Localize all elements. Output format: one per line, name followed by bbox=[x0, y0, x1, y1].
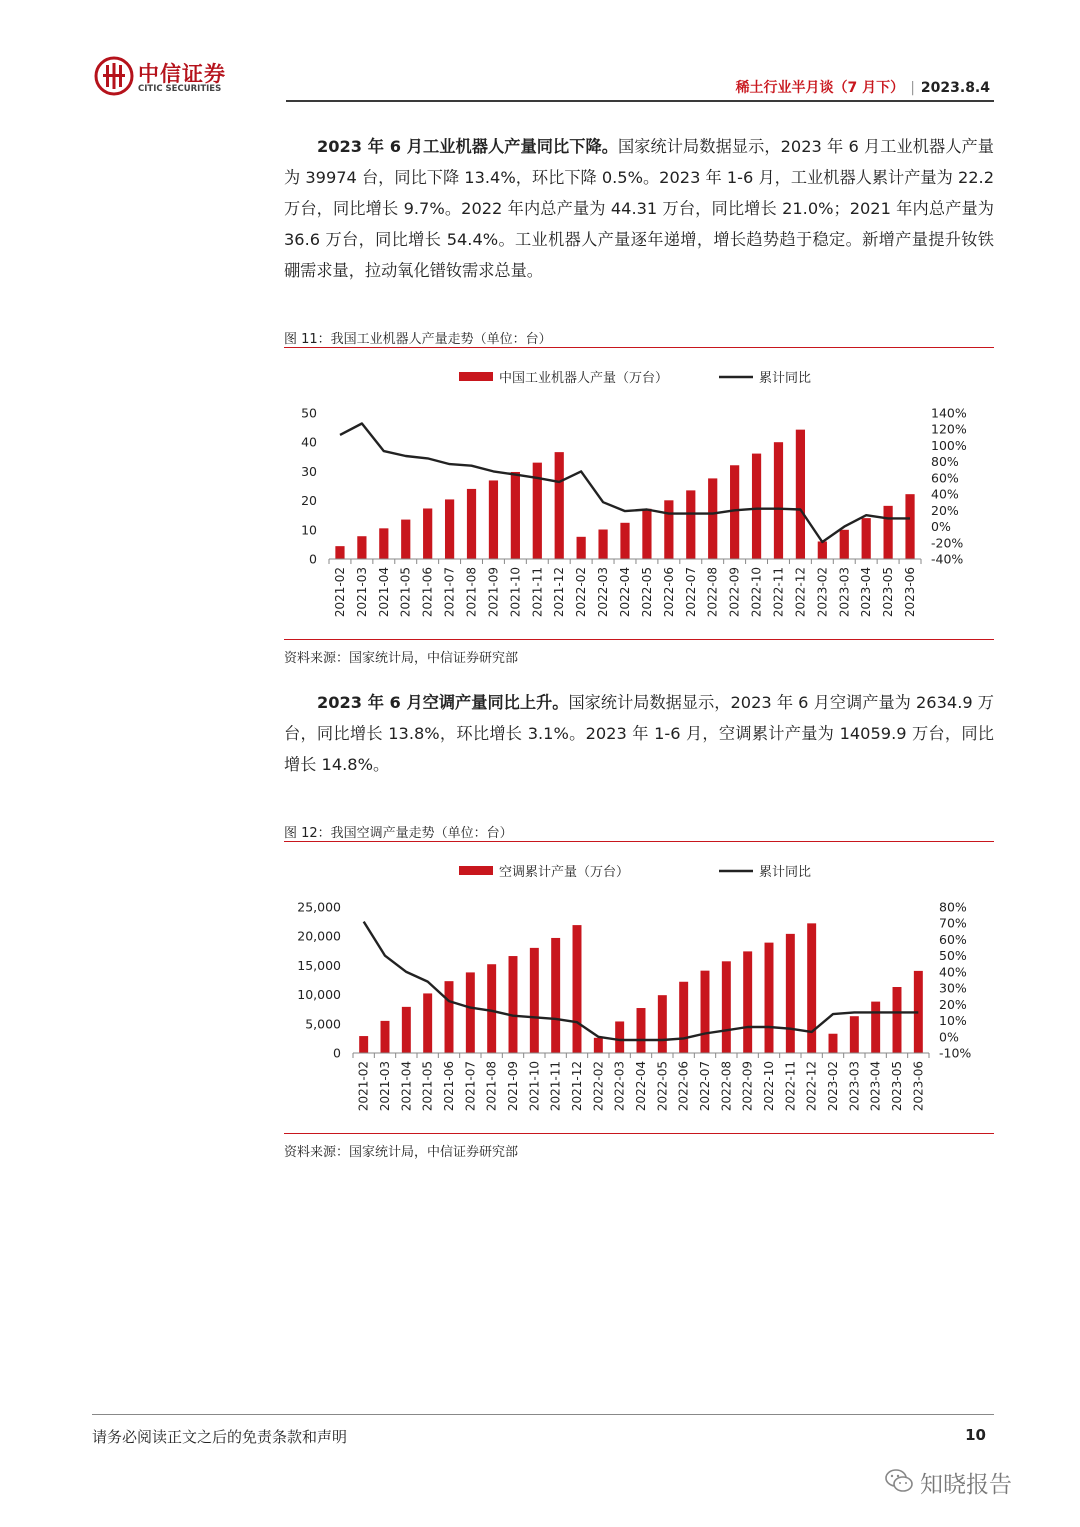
bar-2022-11 bbox=[774, 442, 783, 559]
x-tick-label: 2021-08 bbox=[464, 567, 479, 618]
paragraph-body: 国家统计局数据显示，2023 年 6 月空调产量为 2634.9 万台，同比增长 13.8%，环比增长 3.1%。2023 年 1-6 月，空调累计产量为 14059.9 万台，同比增长 14.8%。 bbox=[284, 693, 994, 774]
y-right-tick-label: 20% bbox=[931, 502, 959, 518]
wechat-icon bbox=[884, 1467, 914, 1495]
y-left-tick-label: 25,000 bbox=[297, 899, 341, 915]
bar-2023-05 bbox=[884, 506, 893, 559]
bar-2021-12 bbox=[573, 925, 582, 1053]
x-tick-label: 2021-04 bbox=[376, 567, 391, 618]
y-right-tick-label: 40% bbox=[931, 486, 959, 502]
bar-2021-12 bbox=[555, 452, 564, 559]
page-number: 10 bbox=[965, 1426, 986, 1444]
bar-2021-04 bbox=[379, 528, 388, 559]
x-tick-label: 2022-03 bbox=[596, 567, 611, 618]
legend-line-label: 累计同比 bbox=[759, 371, 812, 386]
bar-2022-10 bbox=[765, 943, 774, 1053]
figure-title: 图 11：我国工业机器人产量走势（单位：台） bbox=[284, 332, 552, 347]
figure-source: 资料来源：国家统计局，中信证券研究部 bbox=[284, 1145, 519, 1160]
report-date: 2023.8.4 bbox=[920, 80, 990, 96]
x-tick-label: 2023-03 bbox=[847, 1061, 862, 1112]
x-tick-label: 2021-05 bbox=[420, 1061, 435, 1112]
legend-line-label: 累计同比 bbox=[759, 865, 812, 880]
bar-2022-07 bbox=[701, 971, 710, 1053]
bar-2021-06 bbox=[445, 981, 454, 1053]
x-tick-label: 2022-07 bbox=[698, 1061, 712, 1112]
bar-2022-05 bbox=[642, 509, 651, 559]
x-tick-label: 2022-05 bbox=[639, 567, 654, 618]
y-right-tick-label: 70% bbox=[939, 915, 967, 931]
x-tick-label: 2021-12 bbox=[570, 1061, 584, 1112]
watermark-text: 知晓报告 bbox=[920, 1472, 1012, 1498]
x-tick-label: 2022-11 bbox=[783, 1061, 798, 1112]
brand-name-cn: 中信证券 bbox=[138, 62, 226, 86]
bar-2021-05 bbox=[423, 993, 432, 1053]
y-right-tick-label: 10% bbox=[939, 1013, 967, 1029]
bar-2021-09 bbox=[489, 480, 498, 559]
x-tick-label: 2022-08 bbox=[705, 567, 720, 618]
paragraph-aircon bbox=[284, 687, 994, 780]
bar-2021-07 bbox=[445, 499, 454, 559]
header-rule bbox=[286, 100, 994, 102]
figure-bottom-rule bbox=[284, 639, 994, 640]
x-tick-label: 2021-04 bbox=[399, 1061, 414, 1112]
bar-2023-06 bbox=[905, 494, 914, 559]
y-right-tick-label: 20% bbox=[939, 996, 967, 1012]
x-tick-label: 2022-04 bbox=[618, 567, 632, 618]
x-tick-label: 2022-05 bbox=[655, 1061, 670, 1112]
bar-2021-03 bbox=[381, 1021, 390, 1053]
x-tick-label: 2021-07 bbox=[442, 567, 457, 618]
x-tick-label: 2023-06 bbox=[903, 567, 918, 618]
y-left-tick-label: 0 bbox=[309, 551, 317, 567]
y-right-tick-label: -40% bbox=[931, 551, 964, 567]
legend-bar-label: 中国工业机器人产量（万台） bbox=[499, 371, 669, 386]
bar-2022-03 bbox=[598, 530, 607, 559]
x-tick-label: 2021-11 bbox=[530, 567, 545, 618]
x-tick-label: 2021-06 bbox=[420, 567, 435, 618]
x-tick-label: 2022-06 bbox=[676, 1061, 691, 1112]
x-tick-label: 2022-09 bbox=[727, 567, 742, 618]
bar-2021-05 bbox=[401, 520, 410, 559]
bar-2021-11 bbox=[551, 938, 560, 1053]
x-tick-label: 2023-03 bbox=[837, 567, 852, 618]
bar-2022-09 bbox=[743, 951, 752, 1053]
x-tick-label: 2021-05 bbox=[398, 567, 413, 618]
bar-2022-02 bbox=[594, 1038, 603, 1053]
bar-2022-08 bbox=[708, 478, 717, 559]
bar-2022-10 bbox=[752, 454, 761, 559]
bar-2021-02 bbox=[359, 1036, 368, 1053]
y-right-tick-label: 30% bbox=[939, 980, 967, 996]
y-right-tick-label: 140% bbox=[931, 405, 967, 421]
x-tick-label: 2021-06 bbox=[442, 1061, 456, 1112]
x-tick-label: 2023-06 bbox=[911, 1061, 926, 1112]
x-tick-label: 2022-04 bbox=[634, 1061, 648, 1112]
bar-2022-08 bbox=[722, 961, 731, 1053]
bar-2022-11 bbox=[786, 934, 795, 1053]
watermark bbox=[884, 1463, 1044, 1499]
footer-rule bbox=[92, 1414, 994, 1415]
y-left-tick-label: 15,000 bbox=[297, 957, 341, 973]
y-left-tick-label: 10,000 bbox=[297, 987, 341, 1003]
y-left-tick-label: 5,000 bbox=[305, 1016, 341, 1032]
x-tick-label: 2021-02 bbox=[356, 1061, 371, 1112]
bar-2022-12 bbox=[796, 430, 805, 559]
figure-bottom-rule bbox=[284, 1133, 994, 1134]
x-tick-label: 2022-10 bbox=[762, 1061, 776, 1112]
bar-2023-04 bbox=[871, 1002, 880, 1053]
bar-2021-04 bbox=[402, 1007, 411, 1053]
y-left-tick-label: 10 bbox=[301, 522, 317, 538]
y-right-tick-label: 50% bbox=[939, 948, 967, 964]
bar-2022-06 bbox=[679, 982, 688, 1053]
x-tick-label: 2023-05 bbox=[881, 567, 896, 618]
x-tick-label: 2021-09 bbox=[506, 1061, 520, 1112]
x-tick-label: 2023-02 bbox=[826, 1061, 840, 1112]
x-tick-label: 2022-02 bbox=[591, 1061, 606, 1112]
figure-top-rule bbox=[284, 347, 994, 348]
bar-2021-03 bbox=[357, 536, 366, 559]
x-tick-label: 2021-08 bbox=[484, 1061, 499, 1112]
bar-2021-10 bbox=[530, 948, 539, 1053]
x-tick-label: 2023-05 bbox=[890, 1061, 904, 1112]
bar-2021-10 bbox=[511, 472, 520, 559]
x-tick-label: 2021-09 bbox=[486, 567, 501, 618]
x-tick-label: 2021-10 bbox=[508, 567, 523, 618]
footer-disclaimer: 请务必阅读正文之后的免责条款和声明 bbox=[92, 1428, 348, 1446]
bar-2023-02 bbox=[818, 541, 827, 559]
y-right-tick-label: -20% bbox=[931, 535, 964, 551]
bar-2021-07 bbox=[466, 972, 475, 1053]
x-tick-label: 2021-07 bbox=[463, 1061, 478, 1112]
bar-2022-06 bbox=[664, 500, 673, 559]
figure-title: 图 12：我国空调产量走势（单位：台） bbox=[284, 826, 513, 841]
bar-2023-02 bbox=[829, 1034, 838, 1053]
bar-2021-06 bbox=[423, 508, 432, 559]
y-right-tick-label: 120% bbox=[931, 421, 967, 437]
y-left-tick-label: 30 bbox=[301, 463, 317, 479]
y-left-tick-label: 20 bbox=[301, 493, 317, 509]
x-tick-label: 2022-12 bbox=[804, 1061, 819, 1112]
bar-2021-02 bbox=[335, 546, 344, 559]
y-left-tick-label: 0 bbox=[333, 1045, 341, 1061]
x-tick-label: 2021-02 bbox=[332, 567, 347, 618]
x-tick-label: 2023-02 bbox=[815, 567, 830, 618]
citic-logo bbox=[94, 56, 234, 100]
x-tick-label: 2022-06 bbox=[661, 567, 676, 618]
x-tick-label: 2022-07 bbox=[683, 567, 698, 618]
x-tick-label: 2021-11 bbox=[548, 1061, 563, 1112]
bar-2021-08 bbox=[487, 964, 496, 1053]
paragraph-lead: 2023 年 6 月空调产量同比上升。 bbox=[317, 693, 569, 712]
legend-bar-swatch bbox=[459, 866, 493, 875]
bar-2022-04 bbox=[620, 523, 629, 559]
y-right-tick-label: 80% bbox=[931, 454, 959, 470]
chart-legend bbox=[459, 864, 811, 880]
aircon-production-chart bbox=[284, 844, 994, 1132]
y-right-tick-label: 80% bbox=[939, 899, 967, 915]
paragraph-lead: 2023 年 6 月工业机器人产量同比下降。 bbox=[317, 137, 619, 156]
x-tick-label: 2021-03 bbox=[378, 1061, 392, 1112]
x-tick-label: 2022-10 bbox=[749, 567, 764, 618]
legend-bar-swatch bbox=[459, 372, 493, 381]
bar-2021-08 bbox=[467, 489, 476, 559]
y-right-tick-label: 0% bbox=[939, 1029, 959, 1045]
paragraph-robot bbox=[284, 131, 994, 286]
bar-2022-04 bbox=[637, 1008, 646, 1053]
x-tick-label: 2023-04 bbox=[859, 567, 874, 618]
bar-2021-09 bbox=[509, 956, 518, 1053]
y-left-tick-label: 20,000 bbox=[297, 928, 341, 944]
x-tick-label: 2021-10 bbox=[527, 1061, 542, 1112]
x-tick-label: 2022-11 bbox=[771, 567, 786, 618]
x-tick-label: 2023-04 bbox=[868, 1061, 883, 1112]
y-right-tick-label: 40% bbox=[939, 964, 967, 980]
x-tick-label: 2022-02 bbox=[574, 567, 589, 618]
x-tick-label: 2022-03 bbox=[612, 1061, 627, 1112]
x-tick-label: 2021-12 bbox=[552, 567, 567, 618]
y-right-tick-label: 0% bbox=[931, 519, 951, 535]
header-separator: | bbox=[910, 80, 915, 96]
y-right-tick-label: 100% bbox=[931, 437, 967, 453]
bar-2022-07 bbox=[686, 490, 695, 559]
y-right-tick-label: 60% bbox=[931, 470, 959, 486]
bar-2022-02 bbox=[577, 537, 586, 559]
x-tick-label: 2022-08 bbox=[719, 1061, 734, 1112]
bar-2023-03 bbox=[850, 1016, 859, 1053]
x-tick-label: 2022-12 bbox=[793, 567, 808, 618]
chart-legend bbox=[459, 370, 811, 386]
paragraph-body: 国家统计局数据显示，2023 年 6 月工业机器人产量为 39974 台，同比下降 13.4%，环比下降 0.5%。2023 年 1-6 月，工业机器人累计产量为 22.2 万台，同比增长 9.7%。2022 年内总产量为 44.31 万台，同比增长 21.0%；2021 年内总产量为 36.6 万台，同比增长 54.4%。工业机器人产量逐年递增，增长趋势趋于稳定。新增产量提升钕铁硼需求量，拉动氧化镨钕需求总量。 bbox=[284, 137, 994, 280]
y-right-tick-label: -10% bbox=[939, 1045, 972, 1061]
bar-2022-03 bbox=[615, 1021, 624, 1053]
x-tick-label: 2021-03 bbox=[354, 567, 369, 618]
bar-2022-05 bbox=[658, 995, 667, 1053]
bar-2022-09 bbox=[730, 465, 739, 559]
y-right-tick-label: 60% bbox=[939, 931, 967, 947]
figure-top-rule bbox=[284, 841, 994, 842]
legend-bar-label: 空调累计产量（万台） bbox=[499, 865, 630, 880]
figure-source: 资料来源：国家统计局，中信证券研究部 bbox=[284, 651, 519, 666]
citic-logo-icon bbox=[94, 56, 134, 96]
bar-2022-12 bbox=[807, 923, 816, 1053]
report-title: 稀土行业半月谈（7 月下） bbox=[735, 80, 905, 96]
robot-production-chart bbox=[284, 350, 994, 638]
y-left-tick-label: 50 bbox=[301, 405, 317, 421]
bar-2023-03 bbox=[840, 530, 849, 559]
bar-2023-04 bbox=[862, 518, 871, 559]
y-left-tick-label: 40 bbox=[301, 434, 317, 450]
bar-2023-05 bbox=[893, 987, 902, 1053]
x-tick-label: 2022-09 bbox=[740, 1061, 755, 1112]
brand-name-en: CITIC SECURITIES bbox=[138, 84, 222, 94]
header-info bbox=[736, 77, 990, 97]
